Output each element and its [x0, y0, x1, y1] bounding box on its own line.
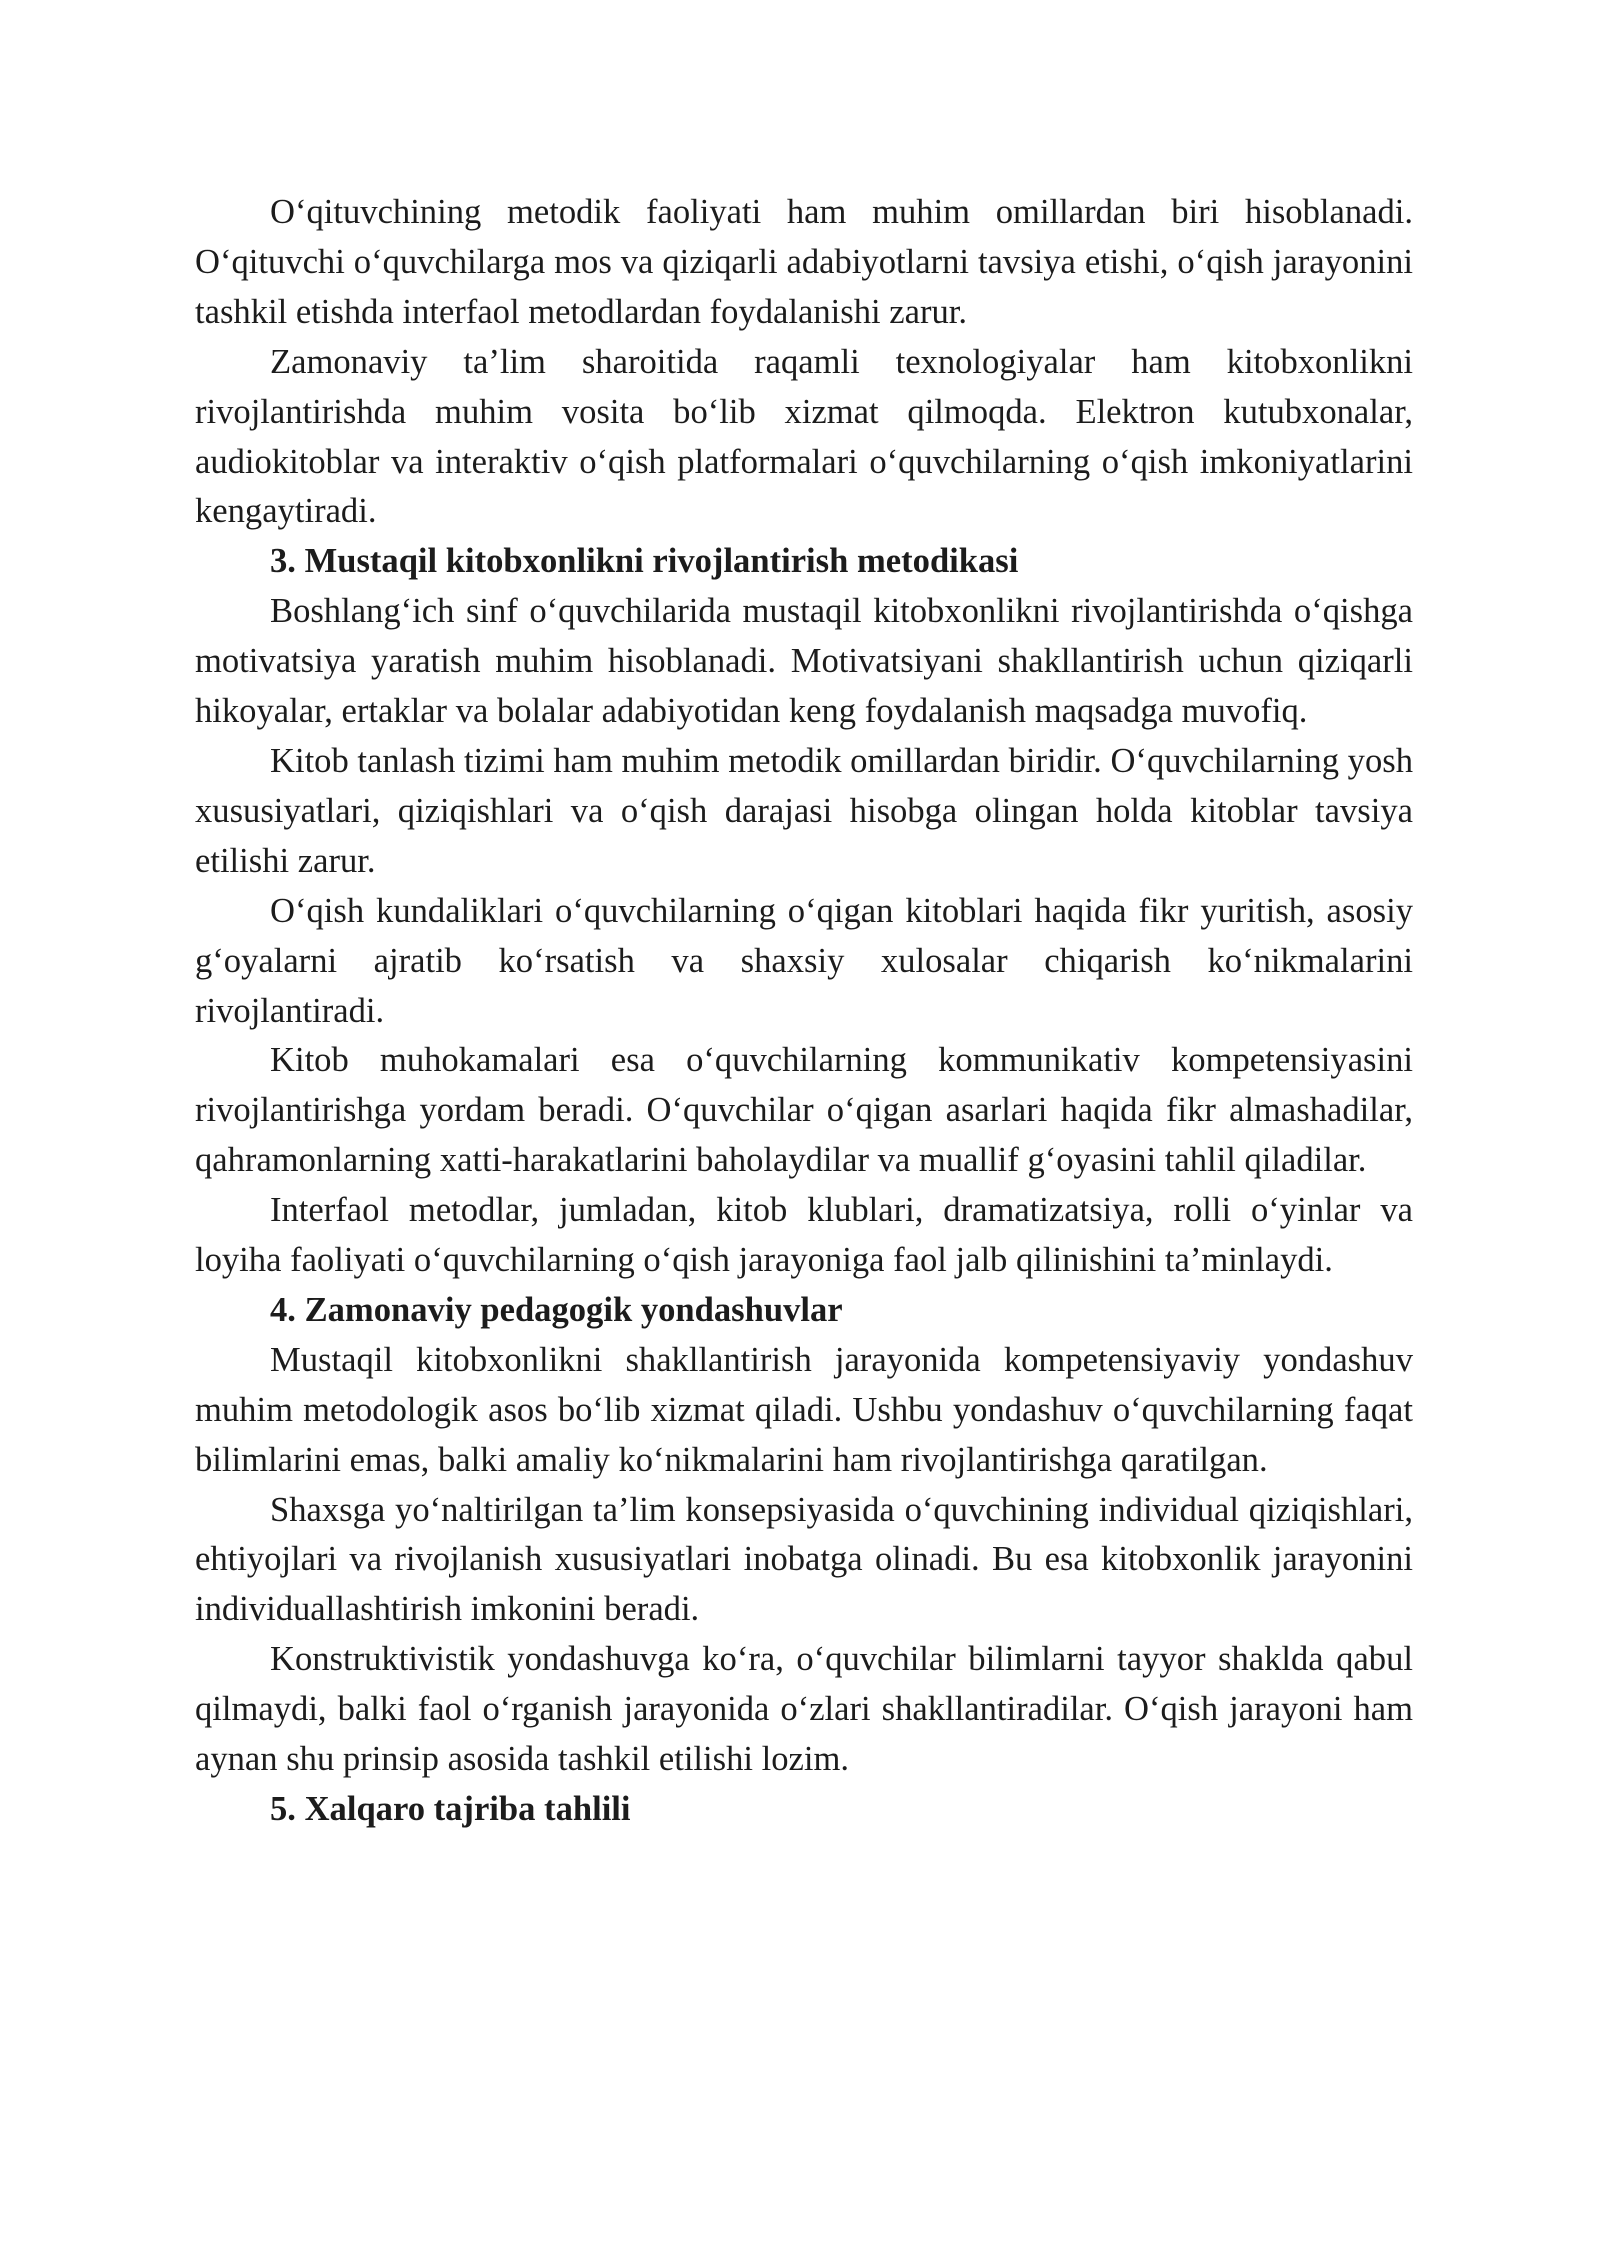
section-heading-4: 4. Zamonaviy pedagogik yondashuvlar	[270, 1290, 843, 1329]
paragraph-reading-motivation: Boshlang‘ich sinf o‘quvchilarida mustaqil kitobxonlikni rivojlantirishda o‘qishga motivatsiya yaratish muhim hisoblanadi. Motivatsiyani shakllantirish uchun qiziqarli hikoyalar, ertaklar va bolalar adabiyotidan keng foydalanish maqsadga muvofiq.	[195, 592, 1413, 731]
paragraph-teacher-methodology: O‘qituvchining metodik faoliyati ham muhim omillardan biri hisoblanadi. O‘qituvchi o‘quvchilarga mos va qiziqarli adabiyotlarni tavsiya etishi, o‘qish jarayonini tashkil etishda interfaol metodlardan foydalanishi zarur.	[195, 193, 1413, 331]
paragraph-competency-approach: Mustaqil kitobxonlikni shakllantirish jarayonida kompetensiyaviy yondashuv muhim metodologik asos bo‘lib xizmat qiladi. Ushbu yondashuv o‘quvchilarning faqat bilimlarini emas, balki amaliy ko‘nikmalarini ham rivojlantirishga qaratilgan.	[195, 1340, 1413, 1479]
section-heading-5: 5. Xalqaro tajriba tahlili	[270, 1790, 631, 1828]
paragraph-digital-technologies: Zamonaviy ta’lim sharoitida raqamli texnologiyalar ham kitobxonlikni rivojlantirishda muhim vosita bo‘lib xizmat qilmoqda. Elektron kutubxonalar, audiokitoblar va interaktiv o‘qish platformalari o‘quvchilarning o‘qish imkoniyatlarini kengaytiradi.	[195, 342, 1413, 531]
paragraph-interactive-methods: Interfaol metodlar, jumladan, kitob klublari, dramatizatsiya, rolli o‘yinlar va loyiha faoliyati o‘quvchilarning o‘qish jarayoniga faol jalb qilinishini ta’minlaydi.	[195, 1191, 1413, 1280]
section-heading-3: 3. Mustaqil kitobxonlikni rivojlantirish metodikasi	[270, 542, 1019, 581]
paragraph-book-selection: Kitob tanlash tizimi ham muhim metodik omillardan biridir. O‘quvchilarning yosh xususiyatlari, qiziqishlari va o‘qish darajasi hisobga olingan holda kitoblar tavsiya etilishi zarur.	[195, 741, 1413, 880]
paragraph-constructivist: Konstruktivistik yondashuvga ko‘ra, o‘quvchilar bilimlarni tayyor shaklda qabul qilmaydi, balki faol o‘rganish jarayonida o‘zlari shakllantiradilar. O‘qish jarayoni ham aynan shu prinsip asosida tashkil etilishi lozim.	[195, 1640, 1413, 1779]
paragraph-reading-diaries: O‘qish kundaliklari o‘quvchilarning o‘qigan kitoblari haqida fikr yuritish, asosiy g‘oyalarni ajratib ko‘rsatish va shaxsiy xulosalar chiqarish ko‘nikmalarini rivojlantiradi.	[195, 891, 1413, 1030]
paragraph-person-centered: Shaxsga yo‘naltirilgan ta’lim konsepsiyasida o‘quvchining individual qiziqishlari, ehtiyojlari va rivojlanish xususiyatlari inobatga olinadi. Bu esa kitobxonlik jarayonini individuallashtirish imkonini beradi.	[195, 1490, 1413, 1629]
document-page	[195, 188, 1413, 1835]
paragraph-book-discussions: Kitob muhokamalari esa o‘quvchilarning kommunikativ kompetensiyasini rivojlantirishga yordam beradi. O‘quvchilar o‘qigan asarlari haqida fikr almashadilar, qahramonlarning xatti-harakatlarini baholaydilar va muallif g‘oyasini tahlil qiladilar.	[195, 1041, 1413, 1180]
